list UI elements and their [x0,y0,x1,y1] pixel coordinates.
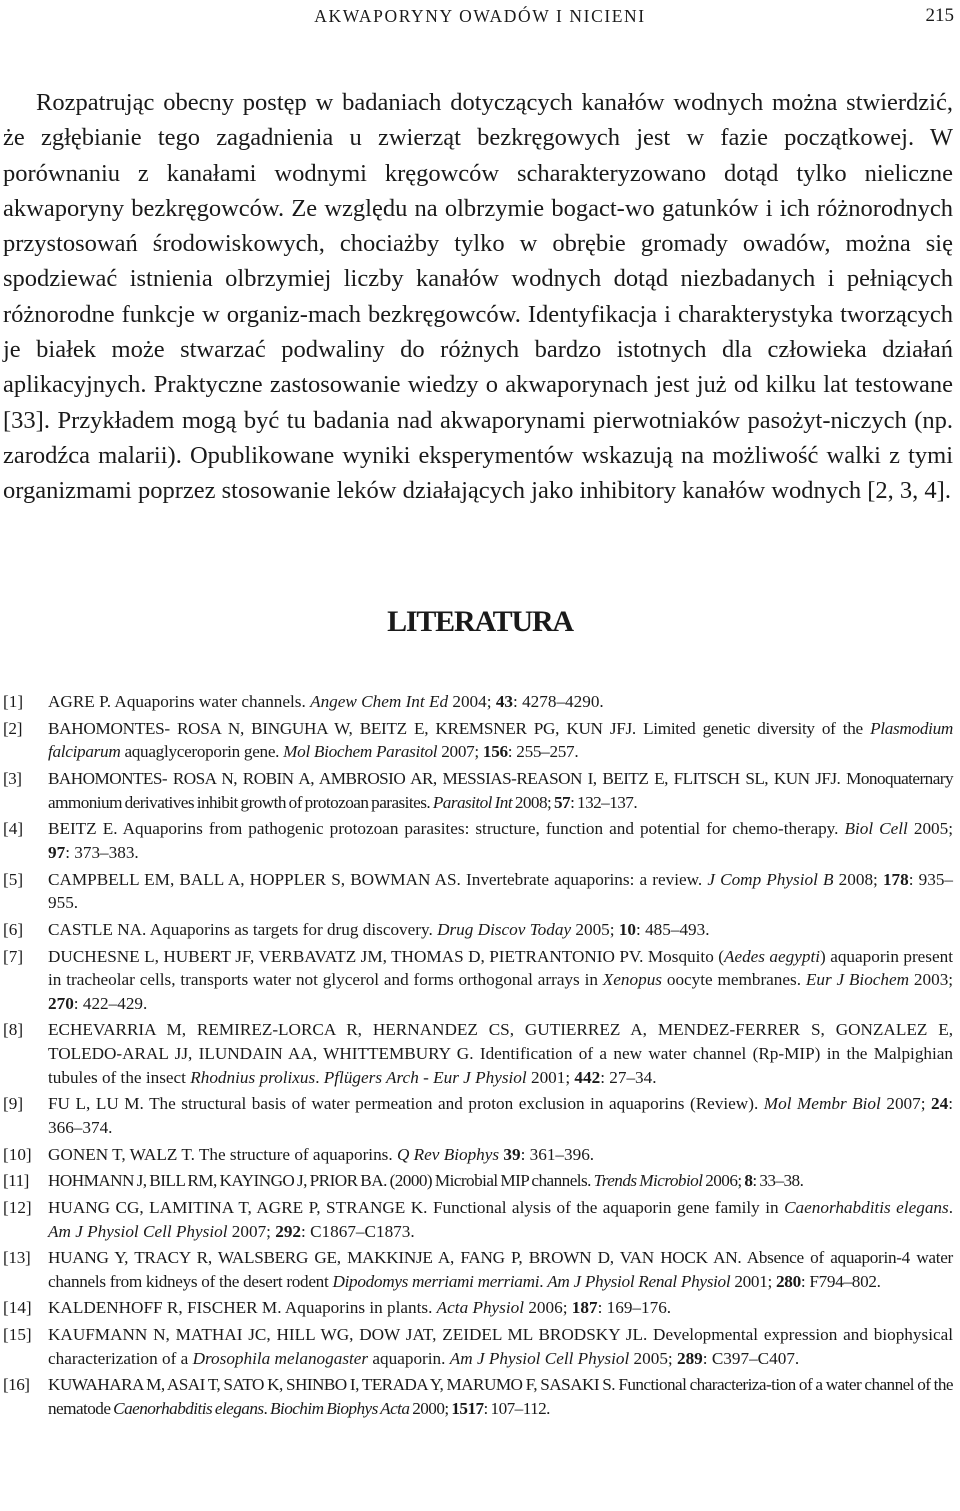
reference-title: The structural basis of water permeation and proton exclusion in aquaporins (Review). [149,1094,759,1114]
reference-journal: Biochim Biophys Acta [270,1399,410,1419]
reference-authors: HUANG CG, LAMITINA T, AGRE P, STRANGE K. [48,1197,428,1217]
reference-number: [15] [3,1325,32,1345]
reference-journal: J Comp Physiol B [707,869,834,889]
reference-species: Plasmodium falciparum [48,718,954,762]
reference-item [3,1196,953,1243]
reference-pages: : 33–38. [752,1171,804,1191]
reference-pages: : 169–176. [597,1298,672,1318]
reference-authors: CASTLE NA. [48,919,147,939]
reference-item [3,817,953,864]
reference-number: [7] [3,946,24,966]
reference-authors: GONEN T, WALZ T. [48,1144,195,1164]
reference-pages: : 4278–4290. [513,692,604,711]
reference-journal: Angew Chem Int Ed [310,692,449,711]
reference-year: 2008; [514,792,552,812]
reference-authors: AGRE P. [48,692,112,711]
reference-pages: : 27–34. [600,1067,657,1087]
reference-title-cont: ) aquaporin present in tracheolar cells, transports water not glycerol and forms orthogonal arrays in [48,946,953,990]
reference-year: 2001; [530,1067,571,1087]
reference-number: [10] [3,1144,32,1164]
reference-species: Caenorhabditis elegans [784,1197,949,1217]
reference-item [3,1018,953,1089]
reference-number: [11] [3,1171,29,1191]
reference-item [3,767,953,814]
running-header [0,4,960,28]
reference-pages: : 366–374. [48,1094,953,1137]
reference-year: 2005; [575,919,615,939]
reference-number: [14] [3,1298,32,1318]
reference-volume: 289 [676,1348,703,1368]
reference-title: Monoquaternary ammonium derivatives inhibit growth of protozoan parasites. [48,768,953,812]
reference-volume: 292 [275,1221,302,1241]
reference-volume: 1517 [451,1399,484,1419]
reference-item [3,1373,953,1420]
reference-pages: : F794–802. [800,1271,881,1291]
reference-item [3,1246,953,1293]
reference-number: [8] [3,1020,24,1040]
reference-species: Drosophila melanogaster [192,1348,369,1368]
reference-journal: Q Rev Biophys [396,1144,500,1164]
reference-volume: 24 [931,1094,949,1114]
reference-pages: : 485–493. [636,919,710,939]
reference-journal: Trends Microbiol [593,1171,703,1191]
reference-authors: BEITZ E. [48,819,118,839]
reference-title: Identification of a new water channel (Rp-MIP) in the Malpighian tubules of the insect [48,1043,954,1087]
reference-pages: : 422–429. [73,993,148,1013]
reference-title: Mosquito ( [647,946,724,966]
reference-item [3,1296,953,1320]
reference-authors: DUCHESNE L, HUBERT JF, VERBAVATZ JM, THOMAS D, PIETRANTONIO PV. [48,946,644,966]
reference-journal: Mol Membr Biol [763,1094,881,1114]
reference-number: [5] [3,869,24,889]
reference-item [3,918,953,942]
reference-title: Limited genetic diversity of the [643,718,863,738]
reference-volume: 442 [574,1067,601,1087]
running-title: AKWAPORYNY OWADÓW I NICIENI [314,6,646,26]
reference-volume: 97 [48,842,66,862]
reference-journal: Parasitol Int [432,792,513,812]
reference-journal: Am J Physiol Cell Physiol [48,1221,228,1241]
reference-item [3,717,953,764]
reference-authors: BAHOMONTES- ROSA N, ROBIN A, AMBROSIO AR, MESSIAS-REASON I, BEITZ E, FLITSCH SL, KUN JFJ. [48,768,841,788]
reference-title-cont: . [263,1399,268,1419]
reference-species: Caenorhabditis elegans [113,1399,264,1419]
reference-pages: : 361–396. [520,1144,595,1164]
reference-authors: HOHMANN J, BILL RM, KAYINGO J, PRIOR BA. [48,1171,387,1191]
reference-title-cont: aquaglyceroporin gene. [124,742,280,762]
reference-volume: 178 [882,869,909,889]
reference-number: [6] [3,919,24,939]
reference-year: 2006; [705,1171,742,1191]
reference-number: [3] [3,768,22,788]
reference-title: Aquaporins as targets for drug discovery. [149,919,433,939]
reference-volume: 43 [495,692,513,711]
reference-title: Functional alysis of the aquaporin gene family in [432,1197,779,1217]
reference-year: 2005; [913,819,953,839]
reference-title: (2000) Microbial MIP channels. [389,1171,591,1191]
reference-pages: : 107–112. [483,1399,550,1419]
reference-volume: 8 [744,1171,753,1191]
reference-title-cont: oocyte membranes. [666,970,802,990]
reference-volume: 10 [618,919,637,939]
reference-authors: FU L, LU M. [48,1094,144,1114]
reference-year: 2005; [633,1348,673,1368]
reference-pages: : 373–383. [65,842,139,862]
reference-number: [4] [3,819,24,839]
reference-journal: Mol Biochem Parasitol [283,742,438,762]
reference-number: [9] [3,1094,24,1114]
reference-journal: Drug Discov Today [437,919,572,939]
reference-year: 2006; [528,1298,568,1318]
reference-title: Aquaporins in plants. [284,1298,433,1318]
reference-authors: BAHOMONTES- ROSA N, BINGUHA W, BEITZ E, KREMSNER PG, KUN JFJ. [48,718,636,738]
reference-volume: 270 [48,993,74,1013]
reference-number: [1] [3,692,24,711]
reference-list [3,690,953,1424]
reference-year: 2003; [913,970,954,990]
reference-year: 2007; [886,1094,926,1114]
reference-authors: KUWAHARA M, ASAI T, SATO K, SHINBO I, TERADA Y, MARUMO F, SASAKI S. [48,1375,616,1395]
reference-journal: Am J Physiol Renal Physiol [547,1271,731,1291]
reference-title-cont: . [948,1197,953,1217]
reference-year: 2004; [452,692,492,711]
reference-number: [16] [3,1375,30,1395]
reference-title-cont: . [315,1067,320,1087]
reference-species: Aedes aegypti [723,946,821,966]
reference-pages: : 132–137. [570,792,638,812]
reference-title: Aquaporins from pathogenic protozoan parasites: structure, function and potential for chemo-therapy. [122,819,839,839]
reference-pages: : 255–257. [507,742,579,762]
body-paragraph: Rozpatrując obecny postęp w badaniach dotyczących kanałów wodnych można stwierdzić, że zgłębianie tego zagadnienia u zwierząt bezkręgowych jest w fazie początkowej. W porównaniu z kanałami wodnymi kręgowców scharakteryzowano dotąd tylko nieliczne akwaporyny bezkręgowców. Ze względu na olbrzymie bogact-wo gatunków i ich różnorodnych przystosowań środowiskowych, chociażby tylko w obrębie gromady owadów, można się spodziewać istnienia olbrzymiej liczby kanałów wodnych dotąd niezbadanych i pełniących różnorodne funkcje w organiz-mach bezkręgowców. Identyfikacja i charakterystyka tworzących je białek może stwarzać podwaliny do różnych bardzo istotnych dla człowieka działań aplikacyjnych. Praktyczne zastosowanie wiedzy o akwaporynach jest już od kilku lat testowane [33]. Przykładem mogą być tu badania nad akwaporynami pierwotniaków pasożyt-niczych (np. zarodźca malarii). Opublikowane wyniki eksperymentów wskazują na możliwość walki z tymi organizmami poprzez stosowanie leków działających jako inhibitory kanałów wodnych [2, 3, 4]. [3,89,953,505]
reference-item [3,1323,953,1370]
reference-authors: KAUFMANN N, MATHAI JC, HILL WG, DOW JAT, ZEIDEL ML BRODSKY JL. [48,1325,648,1345]
reference-species: Dipodomys merriami merriami [332,1271,540,1291]
reference-year: 2000; [412,1399,449,1419]
reference-year: 2001; [734,1271,772,1291]
reference-number: [2] [3,718,23,738]
reference-title-cont: . [539,1271,544,1291]
reference-journal: Biol Cell [844,819,908,839]
reference-year: 2007; [441,742,479,762]
reference-volume: 156 [482,742,508,762]
reference-title: Functional characteriza-tion of a water channel of the nematode [48,1375,954,1419]
reference-title: Aquaporins water channels. [114,692,306,711]
reference-title: Invertebrate aquaporins: a review. [466,869,703,889]
reference-journal: Pflügers Arch - Eur J Physiol [323,1067,527,1087]
reference-title: The structure of aquaporins. [198,1144,393,1164]
reference-journal: Acta Physiol [436,1298,525,1318]
reference-authors: HUANG Y, TRACY R, WALSBERG GE, MAKKINJE A, FANG P, BROWN D, VAN HOCK AN. [48,1248,742,1268]
reference-volume: 57 [553,792,571,812]
literature-heading: LITERATURA [387,605,573,638]
reference-number: [12] [3,1197,32,1217]
reference-title-cont: aquaporin. [372,1348,446,1368]
reference-year: 2007; [231,1221,271,1241]
reference-pages: : C397–C407. [702,1348,800,1368]
reference-journal: Am J Physiol Cell Physiol [449,1348,630,1368]
reference-authors: KALDENHOFF R, FISCHER M. [48,1298,282,1318]
reference-species: Xenopus [602,970,662,990]
reference-item [3,690,953,714]
reference-pages: : 935–955. [48,869,954,913]
reference-authors: CAMPBELL EM, BALL A, HOPPLER S, BOWMAN AS. [48,869,461,889]
reference-species: Rhodnius prolixus [190,1067,316,1087]
reference-number: [13] [3,1248,31,1268]
reference-title: Developmental expression and biophysical characterization of a [48,1325,953,1368]
reference-item [3,1092,953,1139]
reference-volume: 280 [776,1271,801,1291]
reference-volume: 39 [503,1144,521,1164]
page-number: 215 [925,5,954,26]
reference-pages: : C1867–C1873. [301,1221,415,1241]
reference-authors: ECHEVARRIA M, REMIREZ-LORCA R, HERNANDEZ CS, GUTIERREZ A, MENDEZ-FERRER S, GONZALEZ E, TOLEDO-ARAL JJ, ILUNDAIN AA, WHITTEMBURY G. [48,1020,953,1063]
reference-journal: Eur J Biochem [805,970,910,990]
reference-item [3,1143,953,1167]
reference-item [3,868,953,915]
reference-year: 2008; [838,869,878,889]
reference-item [3,1169,953,1193]
reference-title: Absence of aquaporin-4 water channels from kidneys of the desert rodent [48,1248,953,1291]
reference-volume: 187 [571,1298,598,1318]
reference-item [3,945,953,1016]
